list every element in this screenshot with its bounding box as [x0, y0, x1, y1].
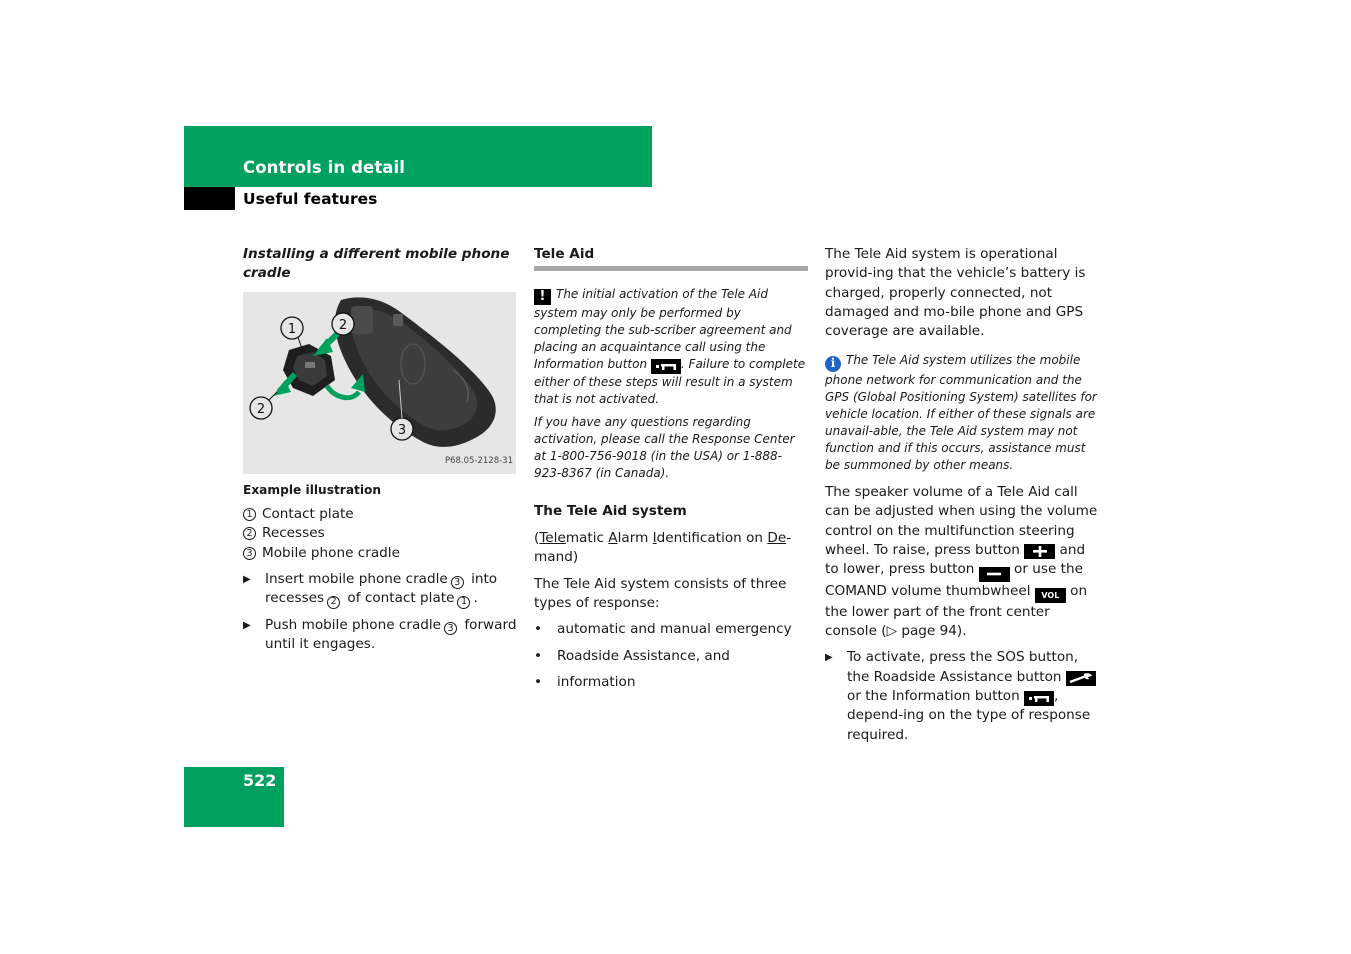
heading-rule: [534, 266, 808, 271]
legend-list: [243, 505, 517, 564]
information-button-icon: [651, 359, 681, 374]
bullet-text: Roadside Assistance, and: [557, 647, 730, 664]
bullet-dot: •: [534, 647, 543, 664]
minus-button-icon: [979, 567, 1010, 582]
step-arrow-icon: ▶: [243, 619, 251, 631]
tele-aid-heading: Tele Aid: [534, 246, 595, 262]
vol-thumbwheel-icon: VOL: [1035, 588, 1066, 603]
legend-item-3: [243, 544, 517, 564]
step-text-part: To activate, press the SOS button, the Roadside Assistance button: [847, 649, 1079, 685]
instruction-step-push: [243, 616, 517, 655]
acronym-part: dentification on: [656, 530, 768, 547]
bullet-dot: •: [534, 673, 543, 690]
cradle-illustration: [243, 292, 516, 474]
volume-text-part: on the lower part of the front center console (▷ page 94).: [825, 582, 1088, 640]
acronym-part: (: [534, 530, 540, 547]
operational-text: The Tele Aid system is operational provid-ing that the vehicle’s battery is charged, properly connected, not damaged and mo-bile phone and GPS coverage are available.: [825, 246, 1086, 340]
info-text: The Tele Aid system utilizes the mobile phone network for communication and the GPS (Global Positioning System) satellites for vehicle location. If either of these signals are unavail-able, the Tele Aid system may not function and if this occurs, assistance must be summoned by other means.: [825, 353, 1097, 472]
response-center-note: If you have any questions regarding activation, please call the Response Center at 1-800-756-9018 (in the USA) or 1-888-923-8367 (in Canada).: [534, 414, 795, 480]
instruction-step-insert: [243, 570, 517, 609]
bullet-text: information: [557, 673, 636, 690]
step-arrow-icon: ▶: [243, 574, 251, 586]
installing-cradle-heading: Installing a different mobile phone cradle: [243, 246, 510, 282]
step-text-part: forward until it engages.: [265, 616, 517, 652]
svg-text:1: 1: [287, 321, 297, 337]
figure-caption: Example illustration: [243, 482, 382, 497]
information-button-icon: [1024, 691, 1054, 706]
svg-text:3: 3: [397, 422, 407, 438]
section-subtitle: Useful features: [243, 190, 378, 208]
tele-aid-system-heading: The Tele Aid system: [534, 502, 687, 519]
volume-text: [825, 483, 1101, 641]
callout-number: 3: [243, 547, 256, 560]
bullet-item: [534, 647, 808, 666]
page-number: 522: [243, 771, 277, 790]
warning-text: The initial activation of the Tele Aid system may only be performed by completing the sub-scriber agreement and placing an acquaintance call using the Information button: [534, 287, 792, 371]
legend-text: Recesses: [262, 525, 325, 542]
column-installing-cradle: [243, 245, 517, 654]
callout-number: 1: [243, 508, 256, 521]
legend-item-1: [243, 505, 517, 525]
warning-text: . Failure to complete either of these steps will result in a system that is not activated.: [534, 356, 806, 406]
acronym-letter: A: [608, 530, 618, 547]
plus-button-icon: [1024, 544, 1055, 559]
step-text-part: Push mobile phone cradle: [265, 616, 442, 633]
cradle-illustration-drawing: [243, 292, 516, 474]
step-arrow-icon: ▶: [825, 652, 833, 664]
acronym-letter: I: [652, 530, 657, 547]
legend-item-2: [243, 524, 517, 544]
gps-info-note: [825, 352, 1101, 474]
column-tele-aid: [534, 245, 808, 692]
bullet-text: automatic and manual emergency: [557, 621, 792, 638]
callout-number: 3: [444, 622, 457, 635]
step-text-part: or the Information button: [847, 688, 1020, 704]
volume-text-part: and to lower, press button: [825, 541, 1086, 578]
activation-warning: [534, 286, 808, 408]
acronym-part: matic: [565, 530, 609, 547]
figure-code: P68.05-2128-31: [444, 456, 513, 467]
acronym-letter: Tele: [539, 530, 566, 547]
step-text-part: of contact plate: [343, 590, 455, 607]
roadside-assistance-button-icon: [1066, 671, 1096, 686]
bullet-item: [534, 620, 808, 639]
step-text: [847, 648, 1101, 744]
callout-number: 1: [457, 596, 470, 609]
activation-step: [825, 648, 1101, 744]
legend-text: Mobile phone cradle: [262, 544, 400, 561]
callout-number: 3: [451, 576, 464, 589]
step-text: [265, 570, 517, 609]
bullet-item: [534, 673, 808, 692]
acronym-text: [534, 529, 808, 568]
step-text: [265, 616, 517, 655]
column-operation: [825, 245, 1101, 745]
legend-text: Contact plate: [262, 505, 354, 522]
svg-text:2: 2: [256, 401, 266, 417]
acronym-part: larm: [617, 530, 653, 547]
section-tab-marker: [184, 187, 235, 210]
callout-number: 2: [327, 596, 340, 609]
volume-text-part: or use the COMAND volume thumbwheel: [825, 561, 1083, 599]
info-icon: i: [825, 356, 841, 372]
section-title: Controls in detail: [243, 158, 406, 177]
step-text-part: Insert mobile phone cradle: [265, 571, 448, 588]
header-band: [184, 126, 652, 187]
acronym-part: -mand): [534, 530, 792, 566]
svg-text:2: 2: [338, 317, 348, 333]
volume-text-part: The speaker volume of a Tele Aid call can be adjusted when using the volume control on the multifunction steering wheel. To raise, press button: [825, 483, 1098, 558]
response-types-intro: The Tele Aid system consists of three types of response:: [534, 575, 787, 611]
step-text-part: .: [473, 590, 478, 607]
step-text-part: into recesses: [265, 571, 498, 607]
callout-number: 2: [243, 527, 256, 540]
bullet-dot: •: [534, 621, 543, 638]
acronym-letter: De: [767, 530, 787, 547]
step-text-part: , depend-ing on the type of response required.: [847, 688, 1091, 743]
warning-icon: !: [534, 289, 551, 305]
